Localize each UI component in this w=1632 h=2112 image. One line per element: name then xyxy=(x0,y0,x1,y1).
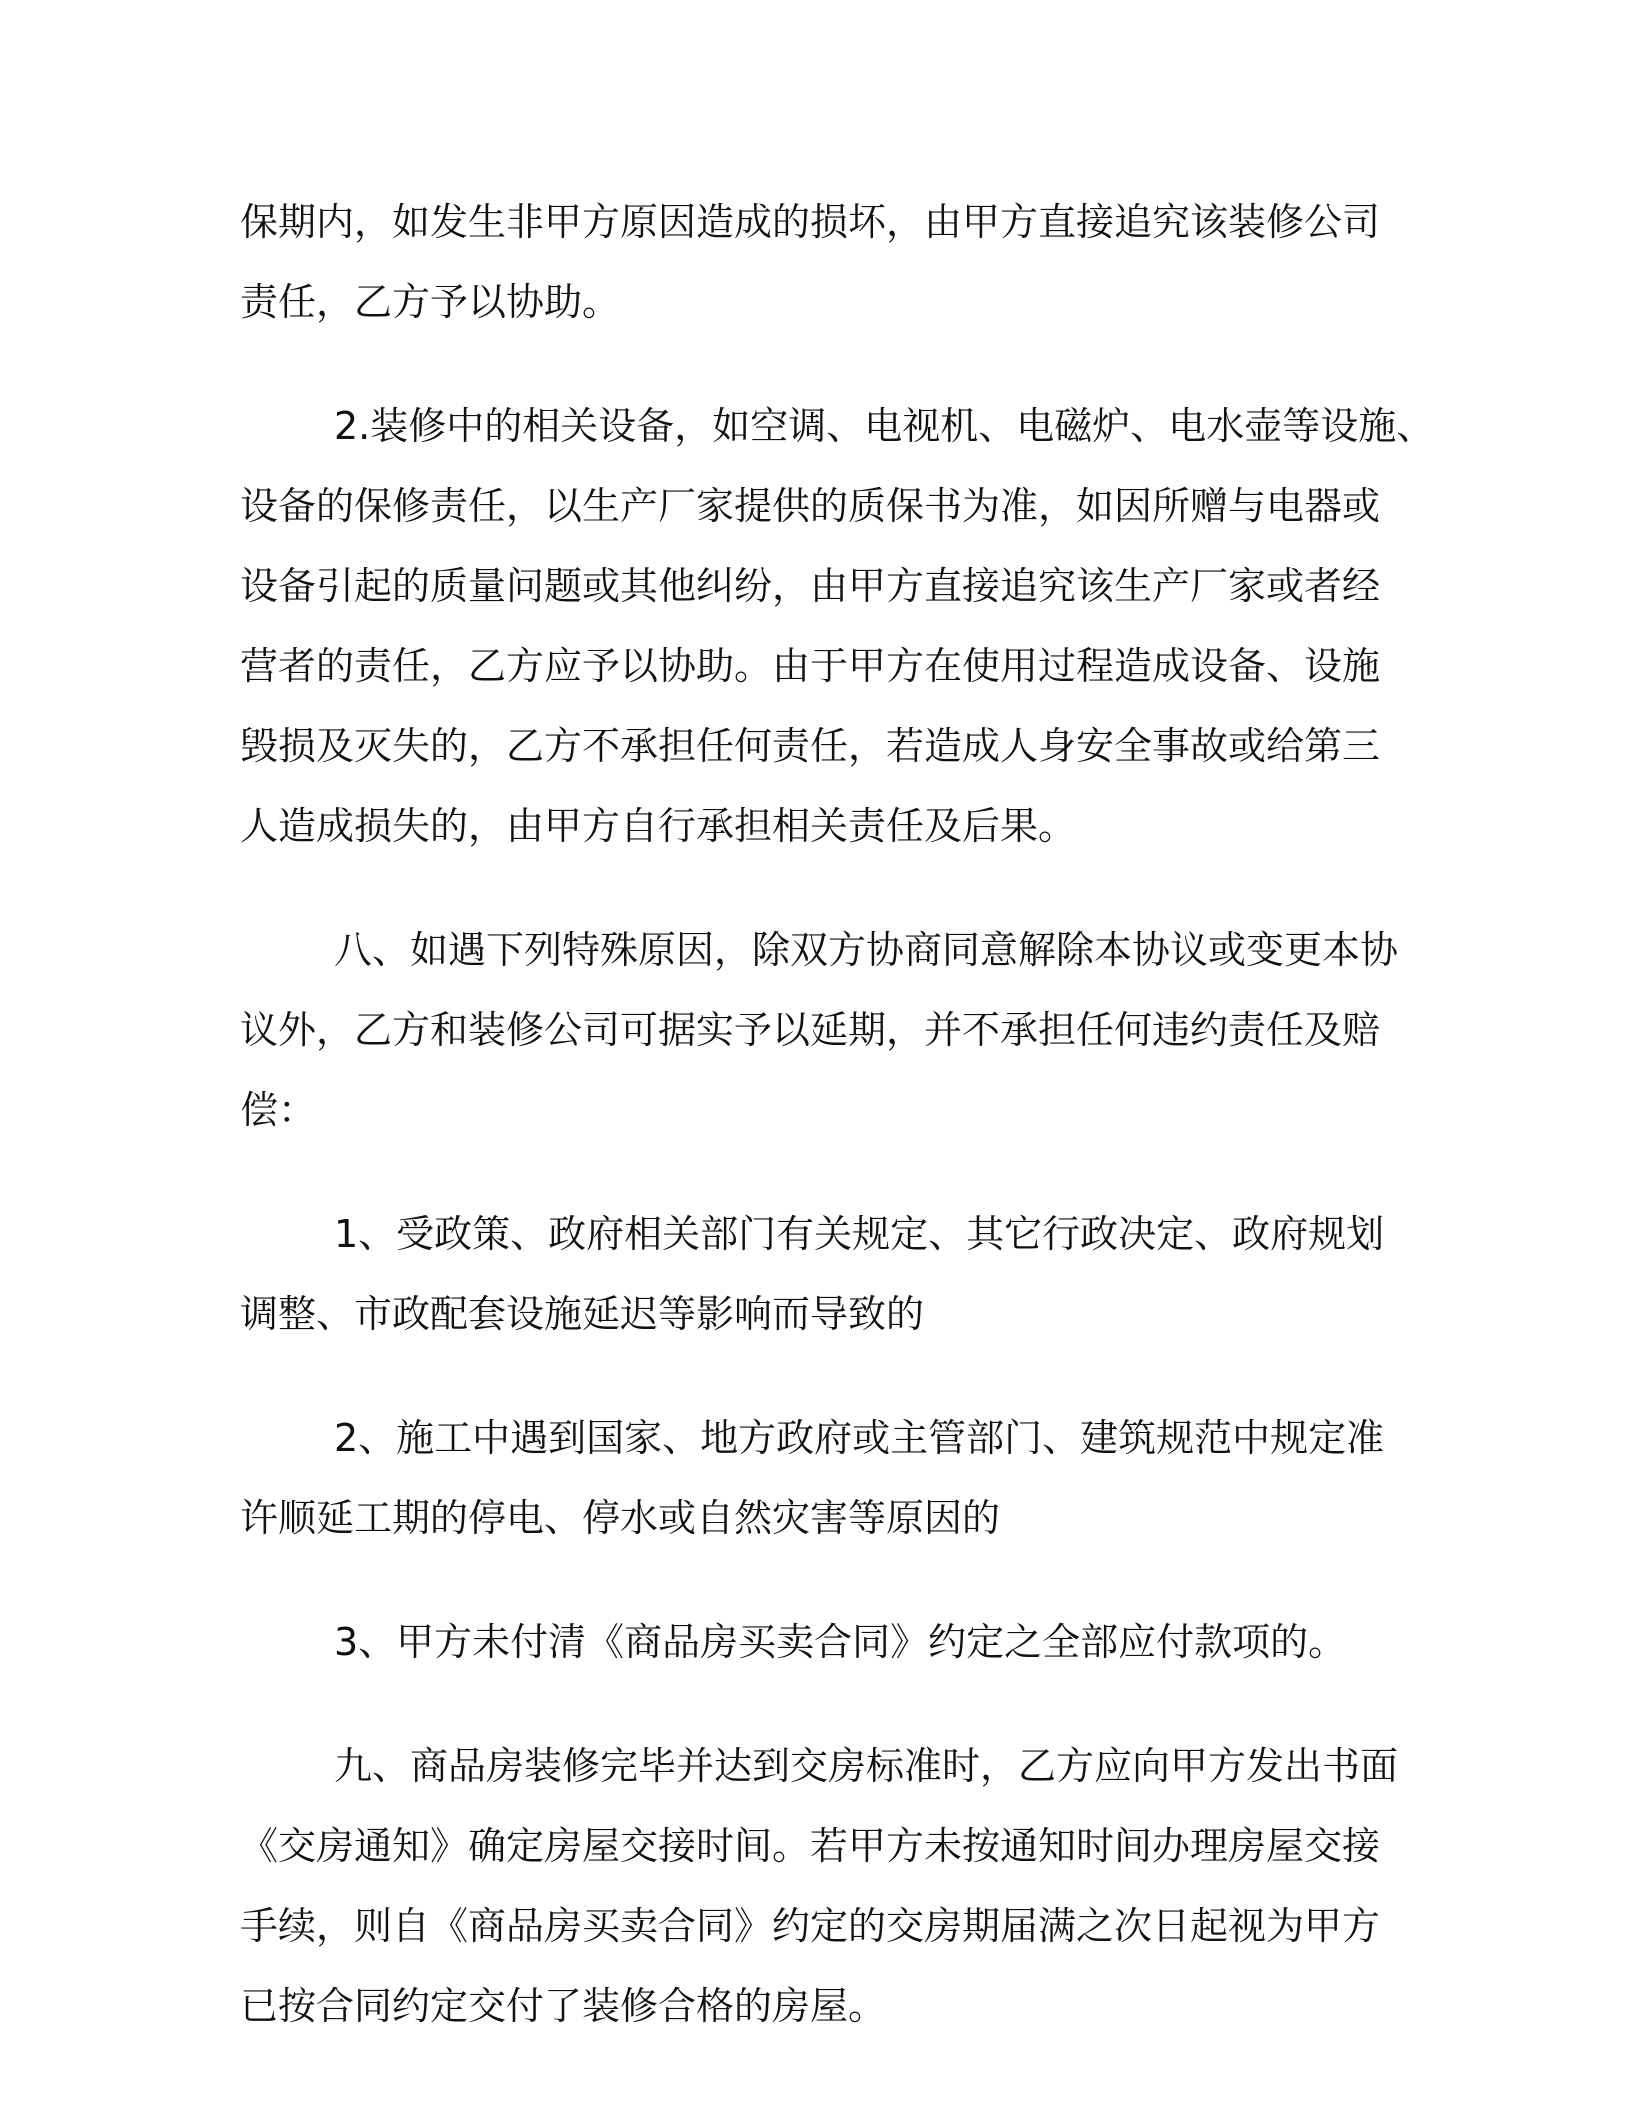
paragraph-clause-eight xyxy=(240,910,1399,1150)
document-body xyxy=(240,182,1435,2090)
text-line: 议外，乙方和装修公司可据实予以延期，并不承担任何违约责任及赔 xyxy=(240,1008,1381,1052)
text-line: 毁损及灭失的，乙方不承担任何责任，若造成人身安全事故或给第三 xyxy=(240,724,1381,768)
text-line: 设备的保修责任，以生产厂家提供的质保书为准，如因所赠与电器或 xyxy=(240,484,1381,528)
text-line: 许顺延工期的停电、停水或自然灾害等原因的 xyxy=(240,1496,1001,1540)
text-line: 营者的责任，乙方应予以协助。由于甲方在使用过程造成设备、设施 xyxy=(240,644,1381,688)
paragraph-equipment-warranty xyxy=(240,386,1435,866)
paragraph-item-3 xyxy=(240,1602,1390,1682)
text-line: 3、甲方未付清《商品房买卖合同》约定之全部应付款项的。 xyxy=(334,1620,1347,1664)
text-line: 偿： xyxy=(240,1088,317,1132)
text-line: 保期内，如发生非甲方原因造成的损坏，由甲方直接追究该装修公司 xyxy=(240,200,1381,244)
paragraph-item-1 xyxy=(240,1194,1390,1354)
text-line: 1、受政策、政府相关部门有关规定、其它行政决定、政府规划 xyxy=(334,1212,1385,1256)
text-line: 人造成损失的，由甲方自行承担相关责任及后果。 xyxy=(240,804,1077,848)
paragraph-warranty-continuation xyxy=(240,182,1390,342)
text-line: 责任，乙方予以协助。 xyxy=(240,280,621,324)
text-line: 调整、市政配套设施延迟等影响而导致的 xyxy=(240,1292,925,1336)
text-line: 2.装修中的相关设备，如空调、电视机、电磁炉、电水壶等设施、 xyxy=(334,404,1435,448)
paragraph-clause-nine xyxy=(240,1726,1399,2046)
text-line: 八、如遇下列特殊原因，除双方协商同意解除本协议或变更本协 xyxy=(334,928,1399,972)
text-line: 2、施工中遇到国家、地方政府或主管部门、建筑规范中规定准 xyxy=(334,1416,1385,1460)
text-line: 《交房通知》确定房屋交接时间。若甲方未按通知时间办理房屋交接 xyxy=(240,1824,1381,1868)
text-line: 九、商品房装修完毕并达到交房标准时，乙方应向甲方发出书面 xyxy=(334,1744,1399,1788)
text-line: 已按合同约定交付了装修合格的房屋。 xyxy=(240,1984,887,2028)
text-line: 设备引起的质量问题或其他纠纷，由甲方直接追究该生产厂家或者经 xyxy=(240,564,1381,608)
text-line: 手续，则自《商品房买卖合同》约定的交房期届满之次日起视为甲方 xyxy=(240,1904,1381,1948)
paragraph-item-2 xyxy=(240,1398,1390,1558)
